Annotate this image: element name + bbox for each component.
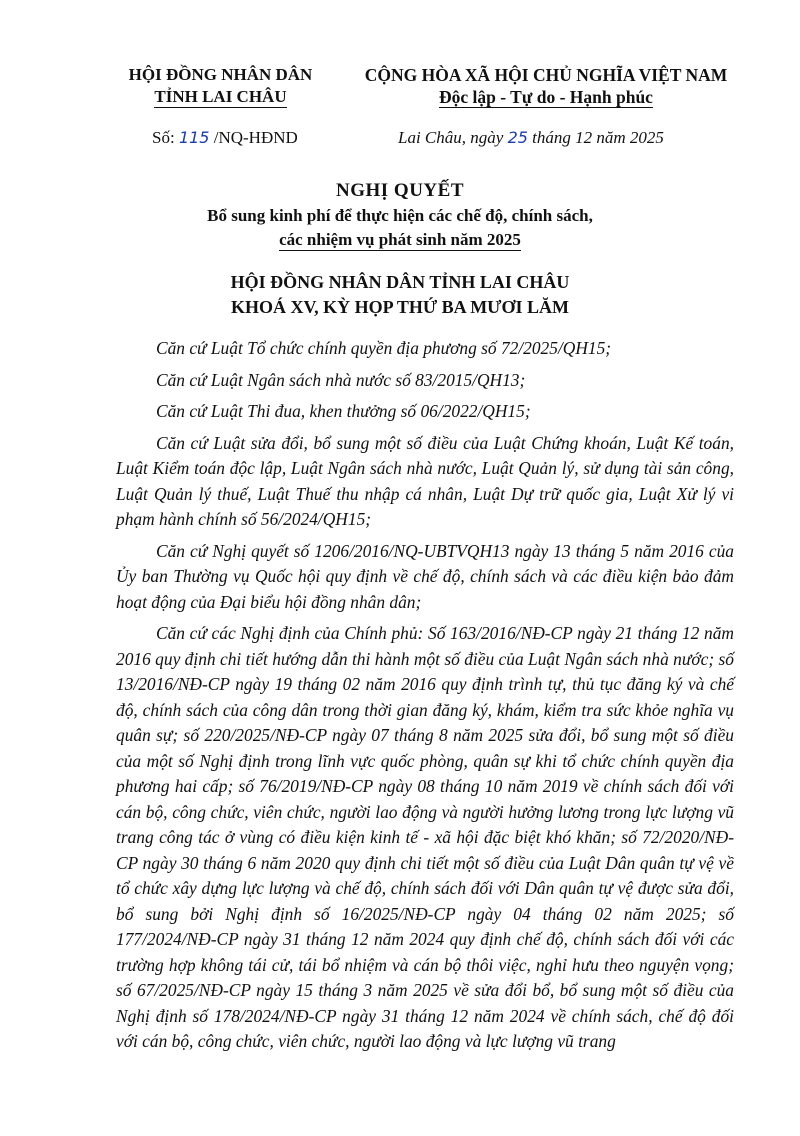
subject-line2-wrap	[100, 230, 700, 251]
document-number-suffix: /NQ-HĐND	[209, 128, 298, 147]
handwritten-number: 115	[178, 128, 210, 147]
legal-basis-4: Căn cứ Luật sửa đổi, bổ sung một số điều của Luật Chứng khoán, Luật Kế toán, Luật Kiểm toán độc lập, Luật Ngân sách nhà nước, Luật Quản lý, sử dụng tài sản công, Luật Quản lý thuế, Luật Thuế thu nhập cá nhân, Luật Dự trữ quốc gia, Luật Xử lý vi phạm hành chính số 56/2024/QH15;	[116, 432, 734, 529]
document-number-prefix: Số:	[152, 128, 179, 147]
date-suffix: tháng 12 năm 2025	[527, 128, 664, 147]
subject-line1: Bổ sung kinh phí để thực hiện các chế độ, chính sách,	[207, 206, 593, 225]
document-type: NGHỊ QUYẾT	[336, 180, 464, 201]
date-prefix: Lai Châu, ngày	[398, 128, 508, 147]
legal-basis-1: Căn cứ Luật Tổ chức chính quyền địa phương số 72/2025/QH15;	[156, 338, 612, 358]
handwritten-day: 25	[507, 128, 528, 147]
legal-basis-5: Căn cứ Nghị quyết số 1206/2016/NQ-UBTVQH13 ngày 13 tháng 5 năm 2016 của Ủy ban Thường vụ Quốc hội quy định về chế độ, chính sách và các điều kiện bảo đảm hoạt động của Đại biểu hội đồng nhân dân;	[116, 540, 734, 612]
subject-line2: các nhiệm vụ phát sinh năm 2025	[279, 230, 521, 249]
national-motto	[352, 64, 740, 108]
nation-name: CỘNG HÒA XÃ HỘI CHỦ NGHĨA VIỆT NAM	[364, 65, 728, 85]
legal-basis-2: Căn cứ Luật Ngân sách nhà nước số 83/2015/QH13;	[156, 369, 526, 390]
motto: Độc lập - Tự do - Hạnh phúc	[439, 87, 653, 107]
document-number	[152, 128, 298, 148]
document-date	[398, 128, 664, 148]
document-body	[116, 336, 734, 1055]
issuing-authority-line1: HỘI ĐỒNG NHÂN DÂN	[128, 65, 313, 84]
legal-basis-6: Căn cứ các Nghị định của Chính phủ: Số 163/2016/NĐ-CP ngày 21 tháng 12 năm 2016 quy định chi tiết hướng dẫn thi hành một số điều của Luật Ngân sách nhà nước; số 13/2016/NĐ-CP ngày 19 tháng 02 năm 2016 quy định trình tự, thủ tục đăng ký và chế độ, chính sách của công dân trong thời gian đăng ký, khám, kiểm tra sức khỏe nghĩa vụ quân sự; số 220/2025/NĐ-CP ngày 07 tháng 8 năm 2025 sửa đổi, bổ sung một số điều của một số Nghị định trong lĩnh vực quốc phòng, quân sự khi tổ chức chính quyền địa phương hai cấp; số 76/2019/NĐ-CP ngày 08 tháng 10 năm 2019 về chính sách đối với cán bộ, công chức, viên chức, người lao động và người hưởng lương trong lực lượng vũ trang công tác ở vùng có điều kiện kinh tế - xã hội đặc biệt khó khăn; số 72/2020/NĐ-CP ngày 30 tháng 6 năm 2020 quy định chi tiết một số điều của Luật Dân quân tự vệ về tổ chức xây dựng lực lượng và chế độ, chính sách đối với Dân quân tự vệ được sửa đổi, bổ sung bởi Nghị định số 16/2025/NĐ-CP ngày 04 tháng 02 năm 2025; số 177/2024/NĐ-CP ngày 31 tháng 12 năm 2024 quy định chế độ, chính sách đối với các trường hợp không tái cử, tái bổ nhiệm và cán bộ thôi việc, nghỉ hưu theo nguyện vọng; số 67/2025/NĐ-CP ngày 15 tháng 3 năm 2025 về sửa đổi bổ, bổ sung một số điều của Nghị định số 178/2024/NĐ-CP ngày 31 tháng 12 năm 2024 về chính sách, chế độ đối với cán bộ, công chức, viên chức, người lao động và lực lượng vũ trang	[116, 623, 734, 1051]
authority-line2: KHOÁ XV, KỲ HỌP THỨ BA MƯƠI LĂM	[230, 297, 570, 317]
issuing-authority	[118, 64, 323, 108]
issuing-authority-line2: TỈNH LAI CHÂU	[154, 87, 287, 106]
authority-line1: HỘI ĐỒNG NHÂN DÂN TỈNH LAI CHÂU	[230, 272, 570, 292]
legal-basis-3: Căn cứ Luật Thi đua, khen thưởng số 06/2022/QH15;	[156, 401, 531, 421]
